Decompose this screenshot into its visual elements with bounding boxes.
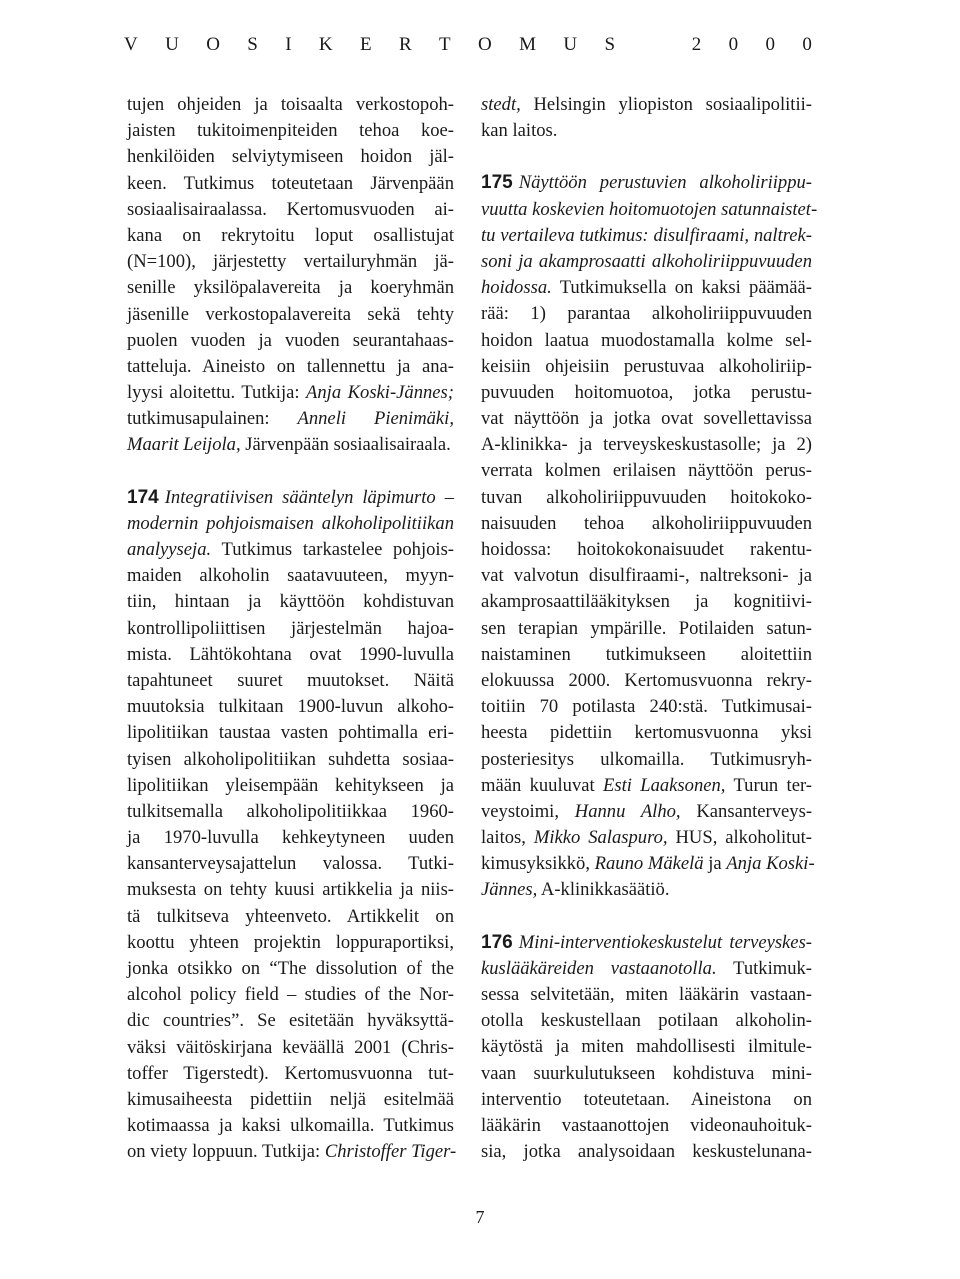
text-line (481, 328, 812, 354)
text-line (127, 589, 454, 615)
text-run: tatteluja. Aineisto on tallennettu ja ana- (127, 355, 454, 377)
italic-text: Mikko Salaspuro, (533, 827, 668, 849)
text-line (127, 406, 454, 432)
text-line (127, 563, 454, 589)
text-line (481, 537, 812, 563)
text-line (481, 982, 812, 1008)
text-run: akamprosaattilääkityksen ja kognitiivi- (481, 591, 812, 613)
text-run: keisiin ohjeisiin perustuvaa alkoholiriip- (481, 355, 812, 377)
italic-text: analyyseja. (127, 539, 212, 560)
italic-text: Näyttöön perustuvien alkoholiriippu- (518, 172, 812, 194)
section-number: 176 (481, 931, 513, 953)
italic-text: soni ja akamprosaatti alkoholiriippuvuuden (481, 250, 812, 272)
text-line (481, 956, 812, 982)
paragraph-gap (481, 144, 812, 170)
running-head-letter: M (519, 34, 536, 55)
text-line (481, 92, 812, 118)
text-run: kimusyksikkö, (481, 853, 595, 875)
text-line (481, 406, 812, 432)
text-line (481, 877, 812, 903)
text-run: ja (703, 853, 727, 875)
text-line (127, 904, 454, 930)
running-head-letter: I (285, 34, 292, 55)
text-run: lipolitiikan taustaa vasten pohtimalla eri- (127, 722, 454, 744)
italic-text: Hannu Alho, (574, 800, 681, 822)
running-head-letter: U (165, 34, 179, 55)
section-number: 175 (481, 172, 513, 194)
text-run: muutoksia tulkitaan 1900-luvun alkoho- (127, 696, 454, 718)
running-head-letter: 0 (728, 34, 739, 55)
text-run: dic countries”. Se esitetään hyväksyttä- (127, 1010, 454, 1032)
text-run: Helsingin yliopiston sosiaalipolitii- (520, 94, 812, 115)
text-line (481, 380, 812, 406)
text-run: Tutkimuksella on kaksi päämää- (551, 277, 812, 299)
text-run: (N=100), järjestetty vertailuryhmän jä- (127, 251, 454, 273)
running-head-letter: 0 (765, 34, 775, 55)
italic-text: vuutta koskevien hoitomuotojen satunnaistet- (481, 198, 818, 220)
running-head-letter: T (439, 34, 451, 55)
running-head-letter: K (318, 34, 333, 55)
text-run: sessa selvitetään, miten lääkärin vastaan- (481, 984, 812, 1005)
text-run: lyysi aloitettu. Tutkija: (127, 382, 307, 404)
running-head (124, 34, 812, 56)
text-run: laitos, (481, 827, 534, 849)
text-line (481, 851, 815, 877)
page-number: 7 (475, 1207, 485, 1227)
text-line (127, 1035, 454, 1061)
text-line (127, 747, 454, 773)
text-line (127, 642, 454, 668)
text-line (127, 956, 454, 982)
text-run: lääkärin vastaanottojen videonauhoituk- (481, 1114, 812, 1136)
text-line (481, 773, 812, 799)
text-line (127, 485, 454, 511)
text-line (127, 92, 454, 118)
text-line (481, 275, 812, 301)
text-line (127, 1008, 454, 1034)
text-line (481, 616, 812, 642)
text-line (127, 877, 454, 903)
running-head-letter: 0 (802, 34, 812, 55)
text-line (481, 1087, 812, 1113)
text-run: Tutkimus tarkastelee pohjois- (211, 539, 454, 560)
text-run: otolla keskustellaan potilaan alkoholin- (481, 1010, 812, 1032)
section-number: 174 (127, 486, 159, 508)
italic-text: modernin pohjoismaisen alkoholipolitiikan (127, 512, 454, 534)
text-run: veystoimi, (481, 800, 575, 822)
text-line (127, 223, 454, 249)
text-run: on viety loppuun. Tutkija: (127, 1141, 325, 1163)
text-run: hoidossa: hoitokokonaisuudet rakentu- (481, 539, 812, 560)
text-run: puvuuden hoitomuotoa, jotka perustu- (481, 381, 812, 403)
text-line (127, 249, 454, 275)
text-run: kotimaassa ja kaksi ulkomailla. Tutkimus (127, 1115, 454, 1137)
text-run: naisuuden tehoa alkoholiriippuvuuden (481, 512, 812, 534)
text-run: kimusaiheesta pidettiin neljä esitelmää (127, 1088, 454, 1110)
text-line (481, 825, 812, 851)
text-line (481, 458, 812, 484)
text-line (127, 380, 454, 406)
text-line (127, 1061, 454, 1087)
text-run: HUS, alkoholitut- (667, 827, 813, 849)
text-line (127, 275, 454, 301)
text-run: hoidon laatua muodostamalla kolme sel- (481, 329, 812, 351)
text-line (127, 773, 454, 799)
text-line (481, 642, 812, 668)
text-line (481, 747, 812, 773)
text-line (481, 301, 812, 327)
running-head-letter: O (206, 34, 220, 55)
text-line (127, 616, 454, 642)
running-head-letter: S (247, 34, 258, 55)
text-line (481, 197, 818, 223)
text-line (481, 511, 812, 537)
text-run: interventio toteutetaan. Aineistona on (481, 1088, 812, 1110)
text-run: henkilöiden selviytymiseen hoidon jäl- (127, 146, 454, 168)
text-run: kan laitos. (481, 120, 558, 142)
text-run: tuvan alkoholiriippuvuuden hoitokoko- (481, 486, 812, 508)
text-run: muksesta on tehty kuusi artikkelia ja niis- (127, 879, 454, 901)
text-run: Tutkimuk- (716, 957, 812, 979)
text-run: tutkimusapulainen: (127, 408, 298, 430)
italic-text: Anja Koski-Jännes; (306, 382, 454, 404)
text-run: mään kuuluvat (481, 774, 603, 796)
text-line (481, 668, 812, 694)
text-run: tulkitsemalla alkoholipolitiikkaa 1960- (127, 800, 454, 822)
text-run: sia, jotka analysoidaan keskustelunana- (481, 1141, 812, 1163)
text-run: keen. Tutkimus toteutetaan Järvenpään (127, 172, 454, 194)
text-line (481, 1061, 812, 1087)
text-line (481, 720, 812, 746)
text-run: senille yksilöpalavereita ja koeryhmän (127, 277, 454, 299)
text-run: tiin, hintaan ja käyttöön kohdistuvan (127, 591, 454, 613)
running-head-letter: R (398, 34, 412, 55)
text-run: A-klinikkasäätiö. (537, 879, 670, 901)
text-run: vaan suurkulutukseen kohdistuva mini- (481, 1062, 812, 1084)
text-run: jonka otsikko on “The dissolution of the (127, 958, 454, 979)
text-run: tä tulkitseva yhteenveto. Artikkelit on (127, 905, 454, 927)
text-line (127, 930, 454, 956)
italic-text: kuslääkäreiden vastaanotolla. (481, 957, 717, 979)
text-run: ja 1970-luvulla kehkeytyneen uuden (127, 827, 454, 849)
paragraph-gap (127, 459, 454, 485)
running-head-letter: O (477, 34, 492, 55)
text-line (127, 511, 454, 537)
text-run: tujen ohjeiden ja toisaalta verkostopoh- (127, 94, 454, 115)
text-line (481, 1034, 812, 1060)
italic-text: hoidossa. (481, 277, 552, 299)
running-head-letter: E (360, 34, 372, 55)
text-run: jäsenille verkostopalavereita sekä tehty (127, 303, 454, 325)
text-run: verrata kolmen erilaisen näyttöön perus- (481, 460, 812, 482)
text-run: vat näyttöön ja jotka ovat sovellettavissa (481, 408, 812, 430)
text-line (127, 982, 454, 1008)
text-run: Turun ter- (725, 774, 812, 796)
text-line (127, 668, 454, 694)
italic-text: Integratiivisen sääntelyn läpimurto – (164, 486, 454, 508)
text-run: mista. Lähtökohtana ovat 1990-luvulla (127, 643, 454, 665)
text-line (481, 249, 812, 275)
text-line (481, 354, 812, 380)
text-line (481, 799, 812, 825)
running-head-letter: 2 (691, 34, 702, 55)
text-line (481, 432, 812, 458)
text-line (127, 171, 454, 197)
text-run: kana on rekrytoitu loput osallistujat (127, 224, 454, 246)
text-line (127, 720, 454, 746)
italic-text: Anneli Pienimäki, (297, 408, 454, 430)
text-line (127, 1139, 457, 1165)
italic-text: tu vertaileva tutkimus: disulfiraami, naltrek- (481, 224, 812, 246)
text-run: vat valvotun disulfiraami-, naltreksoni- ja (481, 565, 812, 587)
text-line (127, 799, 454, 825)
text-line (127, 1087, 454, 1113)
text-line (481, 118, 812, 144)
italic-text: Christoffer Tiger- (324, 1141, 457, 1163)
text-run: kontrollipoliittisen järjestelmän hajoa- (127, 617, 454, 639)
text-line (127, 197, 454, 223)
left-column (127, 92, 457, 1166)
text-run: väksi väitöskirjana keväällä 2001 (Chris- (127, 1036, 454, 1058)
text-run: puolen vuoden ja vuoden seurantahaas- (127, 329, 454, 351)
italic-text: stedt, (481, 94, 521, 115)
text-run: jaisten tukitoimenpiteiden tehoa koe- (127, 120, 454, 142)
text-run: toitiin 70 potilasta 240:stä. Tutkimusai- (481, 696, 812, 718)
text-run: maiden alkoholin saatavuuteen, myyn- (127, 565, 454, 587)
text-run: kansanterveysajattelun valossa. Tutki- (127, 853, 454, 875)
text-line (481, 589, 812, 615)
italic-text: Anja Koski- (726, 853, 815, 875)
text-line (481, 1139, 812, 1165)
text-line (481, 930, 812, 956)
text-run: sosiaalisairaalassa. Kertomusvuoden ai- (127, 198, 454, 220)
text-line (127, 1113, 454, 1139)
italic-text: Maarit Leijola, (127, 434, 241, 456)
text-run: sen terapian ympärille. Potilaiden satun- (481, 617, 812, 639)
running-head-letter: V (124, 34, 138, 55)
italic-text: Rauno Mäkelä (594, 853, 704, 875)
right-column (481, 92, 818, 1165)
text-line (127, 302, 454, 328)
text-run: tapahtuneet suuret muutokset. Näitä (127, 669, 454, 691)
text-line (127, 537, 454, 563)
running-head-letter: S (604, 34, 616, 55)
text-run: tyisen alkoholipolitiikan suhdetta sosiaa- (127, 748, 454, 770)
paragraph-gap (481, 904, 812, 930)
text-line (127, 694, 454, 720)
italic-text: Jännes, (481, 879, 538, 901)
text-run: käytöstä ja miten mahdollisesti ilmitule- (481, 1036, 812, 1058)
text-line (481, 694, 812, 720)
text-run: lipolitiikan yleisempään kehitykseen ja (127, 774, 454, 796)
text-run: toffer Tigerstedt). Kertomusvuonna tut- (127, 1062, 454, 1084)
text-line (481, 563, 812, 589)
text-line (481, 485, 812, 511)
text-line (127, 118, 454, 144)
text-run: A-klinikka- ja terveyskeskustasolle; ja 2) (481, 434, 812, 456)
text-line (481, 1008, 812, 1034)
text-run: Kansanterveys- (680, 800, 813, 822)
text-line (127, 328, 454, 354)
text-run: naistaminen tutkimukseen aloitettiin (481, 643, 812, 665)
text-line (481, 223, 812, 249)
text-line (127, 851, 454, 877)
text-run: posteriesitys ulkomailla. Tutkimusryh- (481, 748, 812, 770)
text-line (127, 432, 454, 458)
italic-text: Esti Laaksonen, (602, 774, 726, 796)
text-line (127, 144, 454, 170)
text-line (481, 1113, 812, 1139)
running-head-letter: U (563, 34, 578, 55)
italic-text: Mini-interventiokeskustelut terveyskes- (518, 931, 812, 953)
text-run: Järvenpään sosiaalisairaala. (240, 434, 451, 456)
text-run: koottu yhteen projektin loppuraportiksi, (127, 931, 454, 953)
text-line (127, 825, 454, 851)
text-run: alcohol policy field – studies of the Nor- (127, 984, 454, 1006)
text-line (481, 170, 812, 196)
text-run: heesta pidettiin kertomusvuonna yksi (481, 722, 812, 744)
text-line (127, 354, 454, 380)
text-run: elokuussa 2000. Kertomusvuonna rekry- (481, 669, 812, 691)
text-run: rää: 1) parantaa alkoholiriippuvuuden (481, 303, 812, 325)
